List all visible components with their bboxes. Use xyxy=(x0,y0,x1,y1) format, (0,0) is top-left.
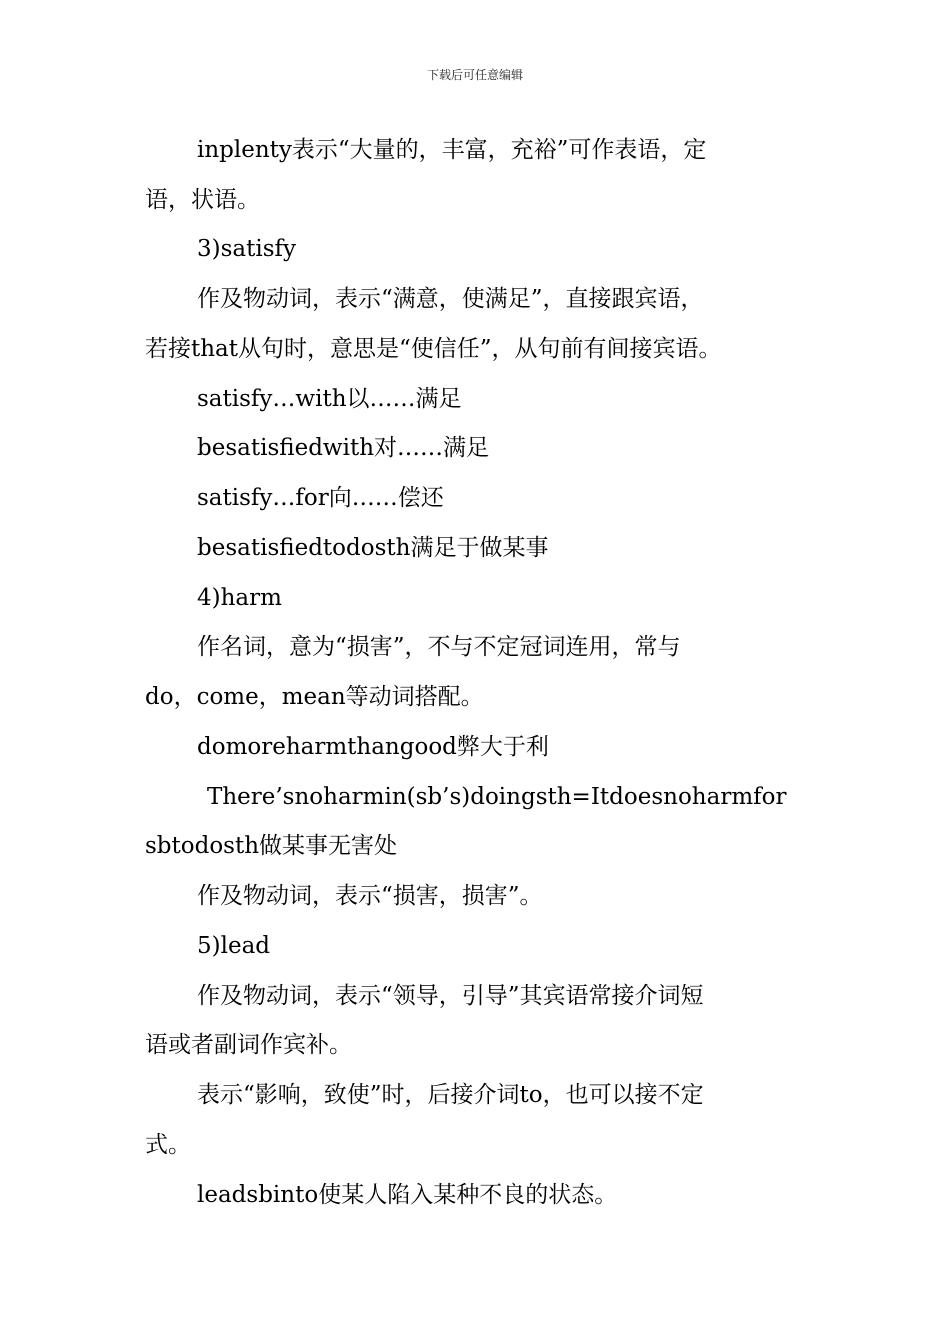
text-line: 作及物动词，表示“损害，损害”。 xyxy=(197,883,543,909)
phrase-line: leadsbinto使某人陷入某种不良的状态。 xyxy=(197,1182,618,1208)
page-header-note: 下载后可任意编辑 xyxy=(426,68,523,82)
phrase-line: sbtodosth做某事无害处 xyxy=(145,833,398,859)
phrase-line: besatisfiedtodosth满足于做某事 xyxy=(197,535,549,561)
text-line: 作及物动词，表示“满意，使满足”，直接跟宾语， xyxy=(197,286,704,312)
text-line: 语或者副词作宾补。 xyxy=(145,1032,352,1058)
phrase-line: besatisfiedwith对……满足 xyxy=(197,435,490,461)
text-line: 表示“影响，致使”时，后接介词to，也可以接不定 xyxy=(197,1082,704,1108)
section-heading: 5)lead xyxy=(197,933,271,959)
text-line: 作及物动词，表示“领导，引导”其宾语常接介词短 xyxy=(197,983,704,1009)
text-line: 式。 xyxy=(145,1132,191,1158)
phrase-line: satisfy…for向……偿还 xyxy=(197,485,444,511)
phrase-line: There’snoharmin(sb’s)doingsth=Itdoesnoharmfor xyxy=(207,784,787,810)
text-line: inplenty表示“大量的，丰富，充裕”可作表语，定 xyxy=(197,137,707,163)
text-line: 作名词，意为“损害”，不与不定冠词连用，常与 xyxy=(197,634,681,660)
section-heading: 4)harm xyxy=(197,585,282,611)
section-heading: 3)satisfy xyxy=(197,236,297,262)
phrase-line: satisfy…with以……满足 xyxy=(197,386,462,412)
text-line: do，come，mean等动词搭配。 xyxy=(145,684,484,710)
phrase-line: domoreharmthangood弊大于利 xyxy=(197,734,549,760)
text-line: 若接that从句时，意思是“使信任”，从句前有间接宾语。 xyxy=(145,336,722,362)
text-line: 语，状语。 xyxy=(145,187,260,213)
